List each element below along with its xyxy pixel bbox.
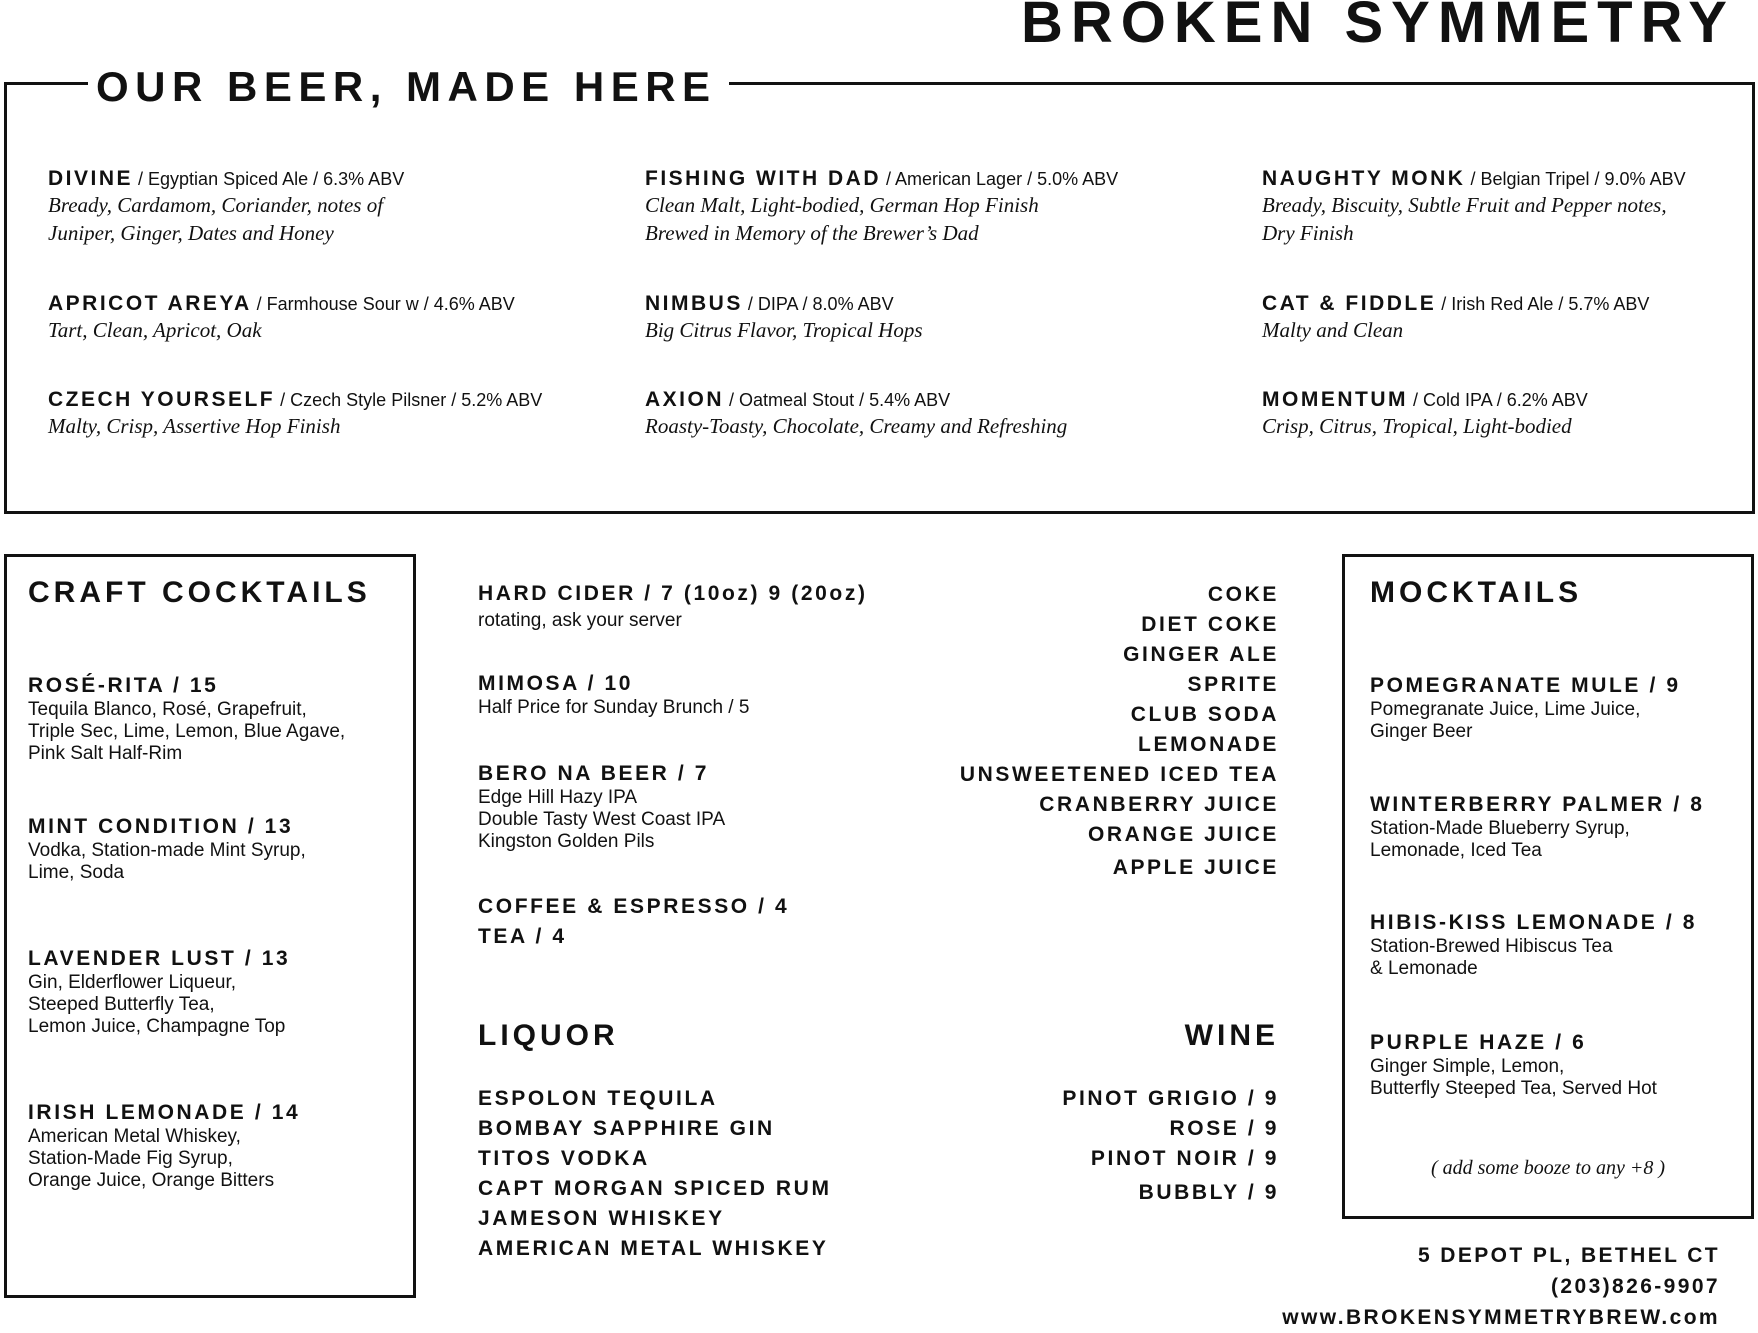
middle-item [478,581,868,632]
mocktail-name: PURPLE HAZE / 6 [1370,1031,1587,1054]
beer-item [48,388,608,440]
wine-title: WINE [1184,1019,1279,1052]
beer-name: DIVINE [48,167,134,190]
liquor-item: BOMBAY SAPPHIRE GIN [478,1117,775,1140]
beer-name: NAUGHTY MONK [1262,167,1466,190]
soft-drink-item: COKE [1207,583,1279,606]
beer-info: / Cold IPA / 6.2% ABV [1413,390,1588,410]
mocktail-item [1370,910,1697,980]
liquor-list [478,1084,832,1264]
footer-phone: (203)826-9907 [1551,1275,1720,1298]
mocktail-description: Pomegranate Juice, Lime Juice, Ginger Beer [1370,699,1641,742]
beer-description: Roasty-Toasty, Chocolate, Creamy and Refreshing [645,414,1068,438]
brand-title: BROKEN SYMMETRY [1021,0,1735,55]
beer-info: / Farmhouse Sour w / 4.6% ABV [256,294,515,314]
mocktails-note: ( add some booze to any +8 ) [1430,1157,1665,1179]
beer-item [48,292,608,344]
cocktail-item [28,673,345,765]
beer-description: Bready, Biscuity, Subtle Fruit and Pepper notes, Dry Finish [1262,193,1667,245]
mocktail-name: HIBIS-KISS LEMONADE / 8 [1370,911,1697,934]
soft-drinks-list [960,580,1279,883]
beer-description: Malty and Clean [1262,318,1404,342]
beer-name: FISHING WITH DAD [645,167,881,190]
soft-drink-item: GINGER ALE [1123,643,1279,666]
middle-item-name: BERO NA BEER / 7 [478,762,710,785]
mocktail-name: WINTERBERRY PALMER / 8 [1370,793,1705,816]
soft-drink-item: CLUB SODA [1130,703,1279,726]
beer-section-title: OUR BEER, MADE HERE [88,66,729,108]
middle-item-description: Half Price for Sunday Brunch / 5 [478,697,750,718]
middle-item-description: rotating, ask your server [478,610,682,631]
cocktails-title: CRAFT COCKTAILS [28,576,371,609]
beer-item [1262,167,1758,247]
beer-name: MOMENTUM [1262,388,1408,411]
cocktail-description: Gin, Elderflower Liqueur, Steeped Butterfly Tea, Lemon Juice, Champagne Top [28,972,286,1037]
middle-item [478,761,725,853]
middle-item-name: HARD CIDER / 7 (10oz) 9 (20oz) [478,582,868,605]
cocktail-name: LAVENDER LUST / 13 [28,947,291,970]
beer-item [645,292,1205,344]
soft-drink-item: SPRITE [1187,673,1279,696]
beer-info: / Belgian Tripel / 9.0% ABV [1470,169,1686,189]
beer-description: Tart, Clean, Apricot, Oak [48,318,262,342]
cocktail-item [28,946,290,1038]
footer-website: www.BROKENSYMMETRYBREW.com [1282,1306,1720,1329]
wine-item: ROSE / 9 [1169,1117,1279,1140]
mocktails-box [1342,554,1754,1219]
beer-info: / Irish Red Ale / 5.7% ABV [1441,294,1650,314]
beer-item [645,167,1205,247]
beer-info: / Czech Style Pilsner / 5.2% ABV [280,390,543,410]
beer-info: / DIPA / 8.0% ABV [747,294,894,314]
beer-info: / Egyptian Spiced Ale / 6.3% ABV [138,169,405,189]
soft-drink-item: CRANBERRY JUICE [1039,793,1279,816]
beer-info: / American Lager / 5.0% ABV [886,169,1119,189]
soft-drink-item: LEMONADE [1138,733,1279,756]
mocktails-title: MOCKTAILS [1370,576,1583,609]
beer-name: AXION [645,388,725,411]
beer-name: NIMBUS [645,292,743,315]
beer-description: Crisp, Citrus, Tropical, Light-bodied [1262,414,1572,438]
cocktail-name: MINT CONDITION / 13 [28,815,294,838]
soft-drink-item: DIET COKE [1141,613,1279,636]
soft-drink-item: APPLE JUICE [1112,856,1279,879]
footer-address: 5 DEPOT PL, BETHEL CT [1417,1244,1720,1267]
beer-item [48,167,608,247]
beer-name: CAT & FIDDLE [1262,292,1437,315]
wine-item: BUBBLY / 9 [1138,1181,1279,1204]
beer-item [1262,292,1758,344]
beer-description: Clean Malt, Light-bodied, German Hop Finish Brewed in Memory of the Brewer’s Dad [645,193,1039,245]
cocktail-description: Tequila Blanco, Rosé, Grapefruit, Triple Sec, Lime, Lemon, Blue Agave, Pink Salt Half-Rim [28,699,346,764]
mocktail-description: Station-Made Blueberry Syrup, Lemonade, Iced Tea [1370,818,1630,861]
mocktail-name: POMEGRANATE MULE / 9 [1370,674,1681,697]
soft-drink-item: ORANGE JUICE [1087,823,1279,846]
liquor-item: AMERICAN METAL WHISKEY [478,1237,829,1260]
beer-item [1262,388,1758,440]
cocktail-item [28,1100,300,1192]
liquor-item: CAPT MORGAN SPICED RUM [478,1177,832,1200]
tea-item: TEA / 4 [478,925,567,948]
beer-name: APRICOT AREYA [48,292,252,315]
mocktail-item [1370,792,1705,862]
beer-item [645,388,1205,440]
beer-description: Bready, Cardamom, Coriander, notes of Juniper, Ginger, Dates and Honey [48,193,384,245]
footer-contact [1282,1240,1720,1333]
cocktail-name: IRISH LEMONADE / 14 [28,1101,301,1124]
wine-item: PINOT NOIR / 9 [1090,1147,1279,1170]
mocktail-item [1370,1030,1657,1100]
coffee-item: COFFEE & ESPRESSO / 4 [478,895,790,918]
liquor-item: ESPOLON TEQUILA [478,1087,718,1110]
cocktail-name: ROSÉ-RITA / 15 [28,674,219,697]
cocktail-description: Vodka, Station-made Mint Syrup, Lime, Soda [28,840,306,883]
liquor-item: JAMESON WHISKEY [478,1207,725,1230]
middle-item-description: Edge Hill Hazy IPA Double Tasty West Coast IPA Kingston Golden Pils [478,787,726,852]
mocktail-item [1370,673,1681,743]
liquor-title: LIQUOR [478,1019,619,1052]
wine-item: PINOT GRIGIO / 9 [1062,1087,1279,1110]
mocktail-description: Station-Brewed Hibiscus Tea & Lemonade [1370,936,1613,979]
liquor-item: TITOS VODKA [478,1147,650,1170]
beer-name: CZECH YOURSELF [48,388,276,411]
mocktail-description: Ginger Simple, Lemon, Butterfly Steeped Tea, Served Hot [1370,1056,1657,1099]
wine-list [1062,1084,1279,1208]
beer-description: Malty, Crisp, Assertive Hop Finish [48,414,341,438]
middle-item [478,671,749,719]
cocktail-description: American Metal Whiskey, Station-Made Fig Syrup, Orange Juice, Orange Bitters [28,1126,275,1191]
middle-item-name: MIMOSA / 10 [478,672,634,695]
beer-info: / Oatmeal Stout / 5.4% ABV [729,390,951,410]
cocktail-item [28,814,306,884]
soft-drink-item: UNSWEETENED ICED TEA [959,763,1279,786]
beer-description: Big Citrus Flavor, Tropical Hops [645,318,923,342]
